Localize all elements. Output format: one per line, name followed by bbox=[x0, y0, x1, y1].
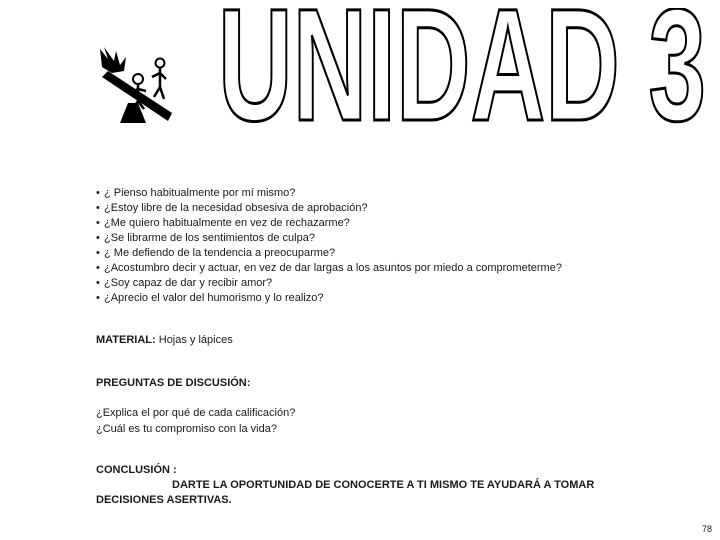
question-list bbox=[96, 186, 562, 306]
list-item: • ¿Me quiero habitualmente en vez de rechazarme? bbox=[96, 217, 350, 229]
conclusion-text-line: DARTE LA OPORTUNIDAD DE CONOCERTE A TI MISMO TE AYUDARÁ A TOMAR bbox=[172, 479, 595, 491]
list-item: • ¿Estoy libre de la necesidad obsesiva de aprobación? bbox=[96, 202, 368, 214]
unit-title bbox=[212, 8, 712, 126]
list-item: • ¿Se librarme de los sentimientos de culpa? bbox=[96, 232, 315, 244]
material-label: MATERIAL: bbox=[96, 334, 156, 346]
svg-text:UNIDAD 3: UNIDAD 3 bbox=[218, 8, 706, 126]
discussion-question: ¿Explica el por qué de cada calificación? bbox=[96, 407, 296, 419]
list-item: • ¿ Me defiendo de la tendencia a preocuparme? bbox=[96, 247, 336, 259]
list-item: • ¿Aprecio el valor del humorismo y lo realizo? bbox=[96, 292, 324, 304]
conclusion bbox=[96, 463, 656, 508]
conclusion-text-line: DECISIONES ASERTIVAS. bbox=[96, 494, 232, 506]
list-item: • ¿Soy capaz de dar y recibir amor? bbox=[96, 277, 273, 289]
seesaw-figures-icon bbox=[98, 45, 174, 125]
conclusion-heading: CONCLUSIÓN : bbox=[96, 464, 177, 476]
discussion-heading: PREGUNTAS DE DISCUSIÓN: bbox=[96, 377, 251, 389]
discussion-question: ¿Cuál es tu compromiso con la vida? bbox=[96, 423, 277, 435]
discussion-questions bbox=[96, 405, 295, 437]
material-value: Hojas y lápices bbox=[158, 334, 233, 346]
material-line bbox=[96, 334, 233, 346]
list-item: • ¿Acostumbro decir y actuar, en vez de dar largas a los asuntos por miedo a comprometerme? bbox=[96, 262, 562, 274]
list-item: • ¿ Pienso habitualmente por mí mismo? bbox=[96, 187, 296, 199]
page-number: 78 bbox=[701, 524, 712, 534]
